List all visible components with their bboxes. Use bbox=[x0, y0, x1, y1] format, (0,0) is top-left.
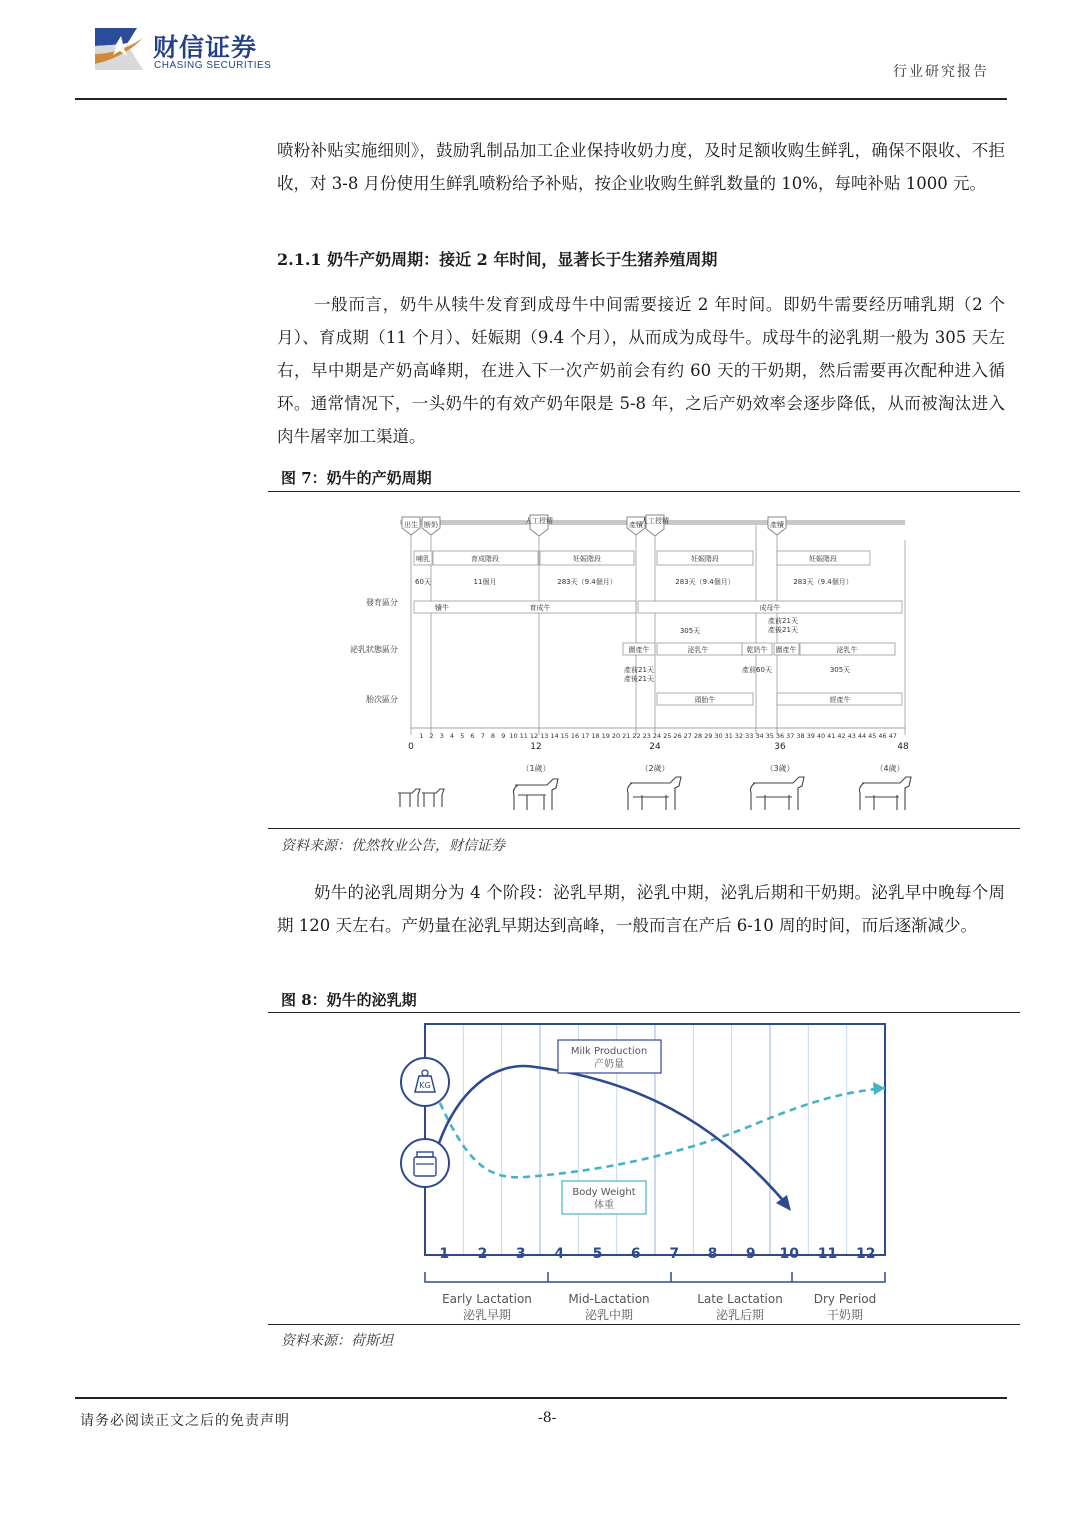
svg-text:胎次區分: 胎次區分 bbox=[366, 695, 398, 704]
month-tick: 11 bbox=[519, 732, 528, 740]
month-tick: 26 bbox=[673, 732, 682, 740]
cow-1yr-icon bbox=[514, 779, 559, 810]
month-label: 6 bbox=[630, 1246, 641, 1262]
month-tick: 21 bbox=[622, 732, 631, 740]
stage-early-en: Early Lactation bbox=[442, 1292, 532, 1306]
month-tick: 17 bbox=[581, 732, 590, 740]
month-label: 2 bbox=[477, 1246, 488, 1262]
svg-text:283天（9.4個月）: 283天（9.4個月） bbox=[793, 578, 853, 586]
month-tick: 5 bbox=[460, 732, 465, 740]
month-tick: 19 bbox=[601, 732, 610, 740]
paragraph-subsidy: 喷粉补贴实施细则》，鼓励乳制品加工企业保持收奶力度，及时足额收购生鲜乳，确保不限收、不拒收，对 3-8 月份使用生鲜乳喷粉给予补贴，按企业收购生鲜乳数量的 10%，每吨补贴 1000 元。 bbox=[277, 141, 1005, 193]
month-tick: 46 bbox=[878, 732, 887, 740]
milk-production-arrow bbox=[776, 1195, 791, 1211]
month-tick: 43 bbox=[847, 732, 856, 740]
month-tick: 36 bbox=[775, 732, 785, 740]
figure7-title: 图 7：奶牛的产奶周期 bbox=[281, 469, 432, 487]
stage-late-cn: 泌乳后期 bbox=[715, 1308, 765, 1322]
month-tick: 28 bbox=[693, 732, 703, 740]
month-tick: 44 bbox=[857, 732, 867, 740]
event-marker bbox=[525, 515, 553, 536]
svg-text:產前21天: 產前21天 bbox=[768, 617, 798, 625]
month-tick: 20 bbox=[611, 732, 621, 740]
month-tick: 47 bbox=[888, 732, 897, 740]
month-tick: 35 bbox=[765, 732, 774, 740]
month-tick: 4 bbox=[449, 732, 455, 740]
svg-text:305天: 305天 bbox=[829, 666, 851, 674]
month-tick: 12 bbox=[529, 732, 539, 740]
month-tick: 9 bbox=[501, 732, 506, 740]
body-weight-curve bbox=[435, 1088, 885, 1177]
logo-name-cn: 财信证券 bbox=[153, 33, 258, 62]
report-type: 行业研究报告 bbox=[893, 64, 989, 80]
svg-text:出生: 出生 bbox=[404, 521, 418, 529]
paragraph-lactation: 奶牛的泌乳周期分为 4 个阶段：泌乳早期，泌乳中期，泌乳后期和干奶期。泌乳早中晚每个周期 120 天左右。产奶量在泌乳早期达到高峰，一般而言在产后 6-10 周的时间，而后逐渐减少。 bbox=[277, 883, 1005, 935]
section-heading: 2.1.1 奶牛产奶周期：接近 2 年时间，显著长于生猪养殖周期 bbox=[277, 250, 718, 269]
body-weight-arrow bbox=[873, 1082, 885, 1095]
month-tick: 6 bbox=[470, 732, 475, 740]
svg-text:（2歲）: （2歲） bbox=[640, 764, 670, 773]
svg-text:（1歲）: （1歲） bbox=[521, 764, 551, 773]
month-tick: 23 bbox=[642, 732, 651, 740]
svg-text:305天: 305天 bbox=[679, 627, 701, 635]
month-tick: 14 bbox=[550, 732, 559, 740]
month-tick: 15 bbox=[560, 732, 569, 740]
month-tick: 33 bbox=[745, 732, 754, 740]
svg-text:283天（9.4個月）: 283天（9.4個月） bbox=[557, 578, 617, 586]
weight-label-en: Body Weight bbox=[572, 1187, 636, 1198]
figure7-source: 资料来源：优然牧业公告，财信证券 bbox=[281, 838, 505, 854]
month-label: 3 bbox=[515, 1246, 526, 1262]
svg-text:妊娠階段: 妊娠階段 bbox=[573, 555, 601, 563]
month-tick: 40 bbox=[816, 732, 826, 740]
svg-text:產犢: 產犢 bbox=[629, 521, 643, 529]
svg-text:11個月: 11個月 bbox=[473, 578, 497, 586]
month-tick: 37 bbox=[786, 732, 795, 740]
month-label: 9 bbox=[745, 1246, 756, 1262]
svg-text:乾奶牛: 乾奶牛 bbox=[746, 646, 768, 654]
month-tick: 10 bbox=[509, 732, 518, 740]
svg-text:圍產牛: 圍產牛 bbox=[775, 646, 797, 654]
event-marker bbox=[768, 517, 786, 535]
event-marker bbox=[402, 517, 420, 535]
svg-text:產前60天: 產前60天 bbox=[742, 666, 772, 674]
month-label: 11 bbox=[817, 1246, 838, 1262]
svg-text:泌乳狀態區分: 泌乳狀態區分 bbox=[350, 645, 398, 654]
month-label: 10 bbox=[779, 1246, 799, 1262]
figure8-source: 资料来源：荷斯坦 bbox=[281, 1333, 393, 1349]
svg-text:60天: 60天 bbox=[415, 578, 431, 586]
month-label: 4 bbox=[554, 1246, 565, 1262]
stage-mid-en: Mid-Lactation bbox=[568, 1292, 650, 1306]
month-tick: 2 bbox=[429, 732, 434, 740]
svg-text:泌乳牛: 泌乳牛 bbox=[687, 646, 709, 654]
milk-label-en: Milk Production bbox=[570, 1046, 648, 1057]
stage-mid-cn: 泌乳中期 bbox=[584, 1308, 634, 1322]
month-tick: 32 bbox=[734, 732, 744, 740]
month-tick: 25 bbox=[663, 732, 672, 740]
stage-early-cn: 泌乳早期 bbox=[462, 1308, 512, 1322]
logo-name-en: CHASING SECURITIES bbox=[154, 60, 272, 71]
footer-disclaimer: 请务必阅读正文之后的免责声明 bbox=[80, 1413, 290, 1429]
month-tick: 34 bbox=[755, 732, 764, 740]
svg-text:泌乳牛: 泌乳牛 bbox=[836, 646, 858, 654]
month-tick: 29 bbox=[704, 732, 713, 740]
month-tick: 41 bbox=[827, 732, 836, 740]
month-tick: 30 bbox=[714, 732, 723, 740]
svg-text:育成階段: 育成階段 bbox=[471, 555, 499, 563]
stage-dry-cn: 干奶期 bbox=[826, 1308, 864, 1322]
month-label: 12 bbox=[856, 1246, 876, 1262]
month-tick: 13 bbox=[540, 732, 549, 740]
svg-text:妊娠階段: 妊娠階段 bbox=[691, 555, 719, 563]
svg-text:48: 48 bbox=[897, 742, 909, 752]
paragraph-cycle: 一般而言，奶牛从犊牛发育到成母牛中间需要接近 2 年时间。即奶牛需要经历哺乳期（2 个月）、育成期（11 个月）、妊娠期（9.4 个月），从而成为成母牛。成母牛的泌乳期一般为 305 天左右，早中期是产奶高峰期，在进入下一次产奶前会有约 60 天的干奶期，然后需要再次配种进入循环。通常情况下，一头奶牛的有效产奶年限是 5-8 年，之后产奶效率会逐步降低，从而被淘汰进入肉牛屠宰加工渠道。 bbox=[277, 295, 1005, 446]
weight-label-cn: 体重 bbox=[594, 1200, 614, 1211]
month-label: 8 bbox=[707, 1246, 718, 1262]
svg-text:產前21天: 產前21天 bbox=[624, 666, 654, 674]
svg-text:經產牛: 經產牛 bbox=[829, 696, 851, 704]
svg-text:圍產牛: 圍產牛 bbox=[628, 646, 650, 654]
cow-3yr-icon bbox=[751, 777, 805, 810]
svg-text:12: 12 bbox=[530, 742, 542, 752]
month-tick: 45 bbox=[868, 732, 877, 740]
milk-label-cn: 产奶量 bbox=[594, 1059, 624, 1070]
milk-can-icon bbox=[401, 1139, 449, 1187]
svg-text:KG: KG bbox=[419, 1081, 431, 1090]
svg-text:哺乳: 哺乳 bbox=[416, 555, 430, 563]
month-tick: 7 bbox=[480, 732, 485, 740]
svg-text:人工授精: 人工授精 bbox=[525, 517, 553, 525]
header-divider bbox=[75, 98, 1007, 100]
svg-text:断奶: 断奶 bbox=[424, 521, 438, 529]
month-tick: 3 bbox=[439, 732, 444, 740]
figure8-bottom-rule bbox=[268, 1324, 1020, 1325]
svg-text:0: 0 bbox=[408, 742, 414, 752]
svg-text:妊娠階段: 妊娠階段 bbox=[809, 555, 837, 563]
month-tick: 42 bbox=[837, 732, 846, 740]
month-tick: 16 bbox=[570, 732, 580, 740]
month-label: 1 bbox=[439, 1246, 450, 1262]
svg-text:人工授精: 人工授精 bbox=[641, 517, 669, 525]
month-label: 7 bbox=[669, 1246, 680, 1262]
figure7-bottom-rule bbox=[268, 828, 1020, 829]
month-tick: 38 bbox=[796, 732, 805, 740]
cow-4yr-icon bbox=[860, 777, 912, 810]
svg-text:犢牛: 犢牛 bbox=[435, 604, 449, 612]
month-tick: 18 bbox=[591, 732, 600, 740]
stage-dry-en: Dry Period bbox=[813, 1292, 877, 1306]
figure7-chart bbox=[350, 505, 915, 820]
svg-text:（4歲）: （4歲） bbox=[875, 764, 905, 773]
page-number: -8- bbox=[538, 1410, 557, 1426]
svg-text:產後21天: 產後21天 bbox=[624, 675, 654, 683]
figure8-chart bbox=[395, 1020, 895, 1325]
figure8-top-rule bbox=[268, 1012, 1020, 1013]
weight-scale-icon bbox=[401, 1058, 449, 1106]
month-tick: 1 bbox=[419, 732, 424, 740]
cow-2yr-icon bbox=[628, 777, 682, 810]
month-tick: 39 bbox=[806, 732, 815, 740]
svg-text:283天（9.4個月）: 283天（9.4個月） bbox=[675, 578, 735, 586]
svg-text:36: 36 bbox=[774, 742, 786, 752]
month-tick: 27 bbox=[683, 732, 692, 740]
svg-text:（3歲）: （3歲） bbox=[765, 764, 795, 773]
footer-divider bbox=[75, 1397, 1007, 1399]
svg-text:24: 24 bbox=[649, 742, 661, 752]
figure7-top-rule bbox=[268, 491, 1020, 492]
svg-text:育成牛: 育成牛 bbox=[529, 604, 551, 612]
svg-text:成母牛: 成母牛 bbox=[759, 604, 781, 612]
svg-text:產後21天: 產後21天 bbox=[768, 626, 798, 634]
svg-text:發育區分: 發育區分 bbox=[366, 598, 398, 607]
event-marker bbox=[422, 517, 440, 535]
month-tick: 31 bbox=[724, 732, 733, 740]
stage-late-en: Late Lactation bbox=[697, 1292, 783, 1306]
month-tick: 22 bbox=[632, 732, 641, 740]
month-tick: 8 bbox=[490, 732, 496, 740]
calf-icon bbox=[398, 789, 444, 807]
svg-text:產犢: 產犢 bbox=[770, 521, 784, 529]
month-tick: 24 bbox=[652, 732, 662, 740]
month-label: 5 bbox=[592, 1246, 603, 1262]
figure8-title: 图 8：奶牛的泌乳期 bbox=[281, 991, 417, 1009]
stage-brackets bbox=[425, 1272, 885, 1282]
svg-text:頭胎牛: 頭胎牛 bbox=[694, 696, 716, 704]
company-logo bbox=[93, 24, 145, 74]
